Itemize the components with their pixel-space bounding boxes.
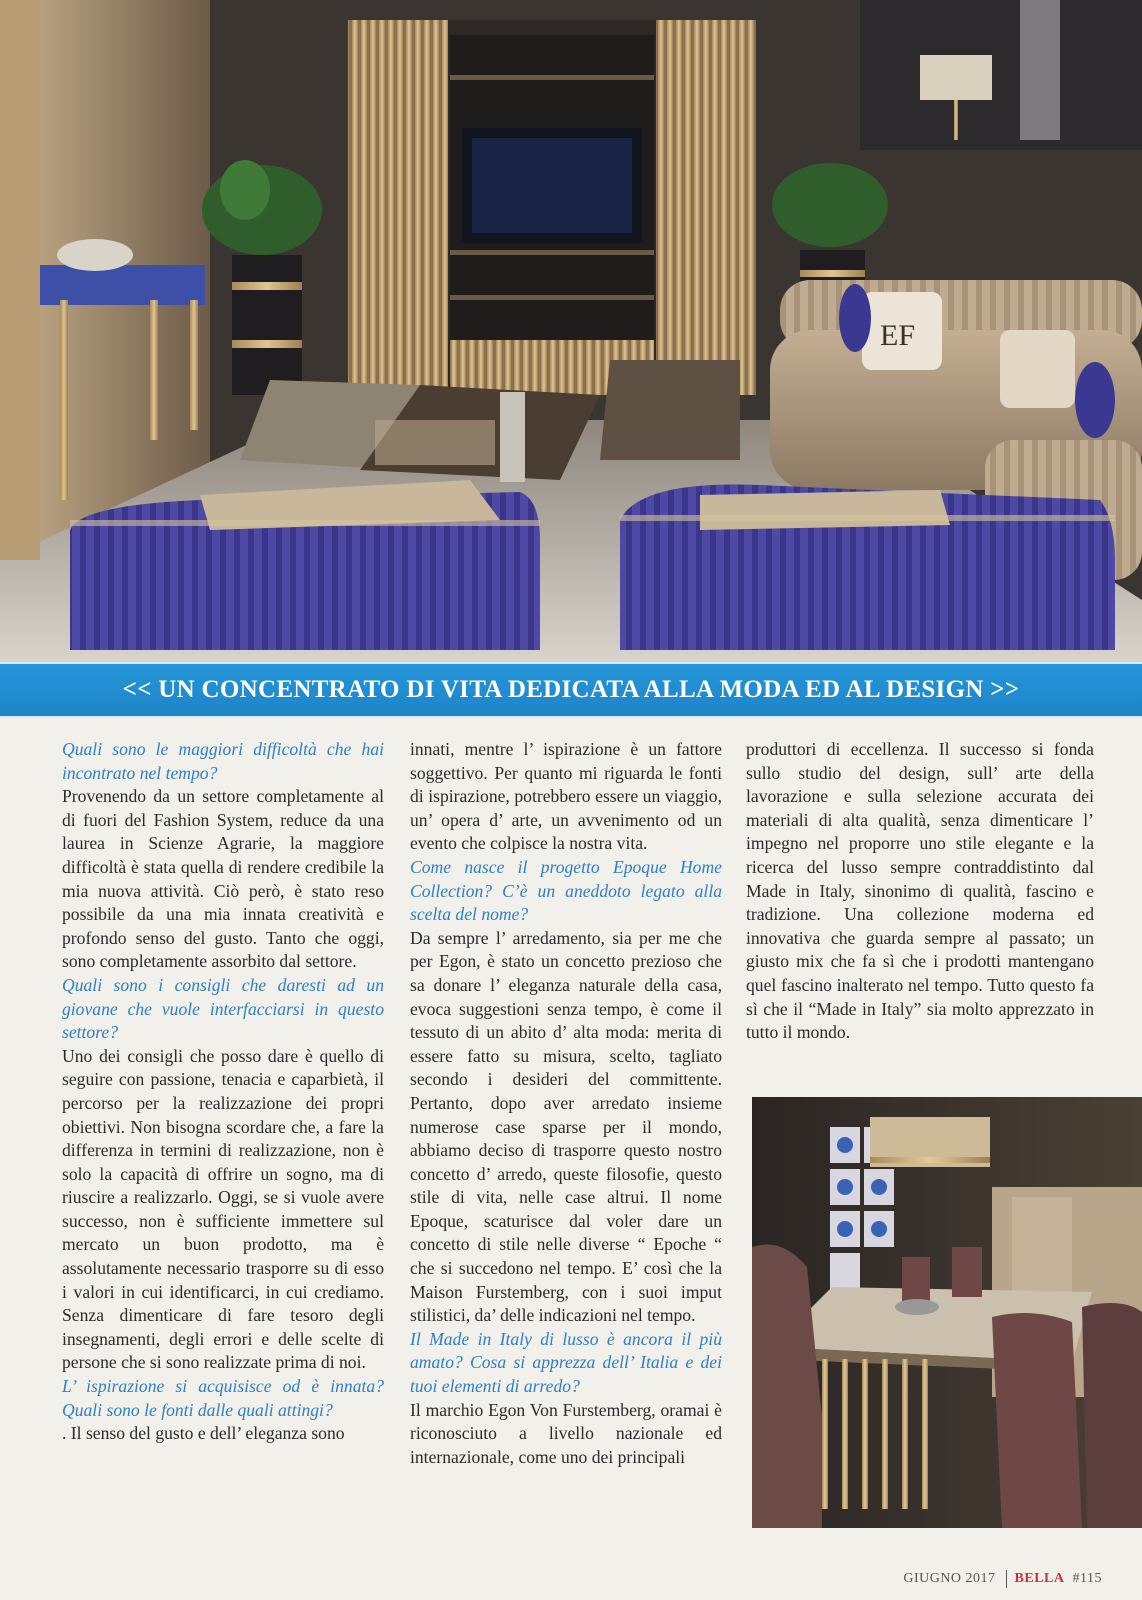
- text-column-2: [410, 738, 722, 1469]
- interview-answer: . Il senso del gusto e dell’ eleganza sono: [62, 1423, 345, 1444]
- hero-photo: [0, 0, 1142, 662]
- headline-banner: [0, 662, 1142, 718]
- text-column-1: [62, 738, 384, 1446]
- page-footer: [903, 1570, 1102, 1588]
- interview-answer: produttori di eccellenza. Il successo si fonda sullo studio del design, sull’ arte della lavorazione e sulla selezione accurata dei materiali di alta qualità, senza dimenticare l’ impegno nel proporre uno stile elegante e la ricerca del lusso sempre contraddistinto dal Made in Italy, sinonimo di qualità, fascino e tradizione. Una collezione moderna ed innovativa che guarda sempre al passato; un giusto mix che fa sì che i prodotti mantengano quel fascino inalterato nel tempo. Tutto questo fa sì che il “Made in Italy” sia molto apprezzato in tutto il mondo.: [746, 739, 1094, 1043]
- interview-answer: Da sempre l’ arredamento, sia per me che per Egon, è stato un concetto prezioso che sa donare l’ eleganza naturale della casa, evoca suggestioni senza tempo, è come il tessuto di un abito d’ alta moda: merita di essere fatto su misura, scelto, tagliato secondo i desideri del committente. Pertanto, dopo aver arredato insieme numerose case sparse per il mondo, abbiamo deciso di trasporre questo nostro concetto d’ arredo, queste filosofie, questo stile di vita, nelle case altrui. Il nome Epoque, scaturisce dal voler dare un concetto di stile nelle diverse “ Epoche “ che si succedono nel tempo. E’ così che la Maison Furstemberg, con i suoi imput stilistici, da’ delle indicazioni nel tempo.: [410, 927, 722, 1326]
- living-room-illustration: [0, 0, 1142, 662]
- footer-divider: [1006, 1570, 1007, 1588]
- issue-date: GIUGNO 2017: [903, 1571, 996, 1586]
- page-number: #115: [1072, 1571, 1102, 1586]
- interview-answer: innati, mentre l’ ispirazione è un fattore soggettivo. Per quanto mi riguarda le fonti di ispirazione, potrebbero essere un viaggio, un’ opera d’ arte, un avvenimento od un evento che colpisce la nostra vita.: [410, 739, 722, 854]
- interview-question: Il Made in Italy di lusso è ancora il più amato? Cosa si apprezza dell’ Italia e dei tuoi elementi di arredo?: [410, 1328, 722, 1397]
- interview-answer: Uno dei consigli che posso dare è quello di seguire con passione, tenacia e caparbietà, il percorso per la realizzazione dei propri obiettivi. Non bisogna scordare che, a fare la differenza in termini di realizzazione, non è solo la capacità di offrire un sogno, ma di riuscire a realizzarlo. Oggi, se si vuole avere successo, non è sufficiente immettere sul mercato un buon prodotto, ma è assolutamente necessario trasporre su di esso i valori in cui identificarci, in cui crediamo. Senza dimenticare di fare tesoro degli insegnamenti, degli errori e delle scelte di persone che si sono realizzate prima di noi.: [62, 1045, 384, 1373]
- magazine-name: BELLA: [1014, 1571, 1065, 1586]
- cushion-monogram: EF: [880, 319, 916, 352]
- interview-question: Quali sono le maggiori difficoltà che hai incontrato nel tempo?: [62, 739, 384, 783]
- dining-room-photo: [752, 1097, 1142, 1528]
- interview-question: Come nasce il progetto Epoque Home Collection? C’è un aneddoto legato alla scelta del nome?: [410, 856, 722, 925]
- interview-answer: Provenendo da un settore completamente al di fuori del Fashion System, reduce da una laurea in Scienze Agrarie, la maggiore difficoltà è stata quella di rendere credibile la mia nuova attività. Ciò però, è stato reso possibile da una mia innata creatività e profondo senso del gusto. Tanto che oggi, sono completamente assorbito dal settore.: [62, 786, 384, 972]
- interview-question: Quali sono i consigli che daresti ad un giovane che vuole interfacciarsi in questo settore?: [62, 974, 384, 1043]
- headline-text: << UN CONCENTRATO DI VITA DEDICATA ALLA MODA ED AL DESIGN >>: [122, 676, 1020, 703]
- text-column-3: [746, 738, 1094, 1045]
- interview-answer: Il marchio Egon Von Furstemberg, oramai è riconosciuto a livello nazionale ed internazionale, come uno dei principali: [410, 1399, 722, 1467]
- dining-room-illustration: [752, 1097, 1142, 1528]
- interview-question: L’ ispirazione si acquisisce od è innata? Quali sono le fonti dalle quali attingi?: [62, 1376, 384, 1420]
